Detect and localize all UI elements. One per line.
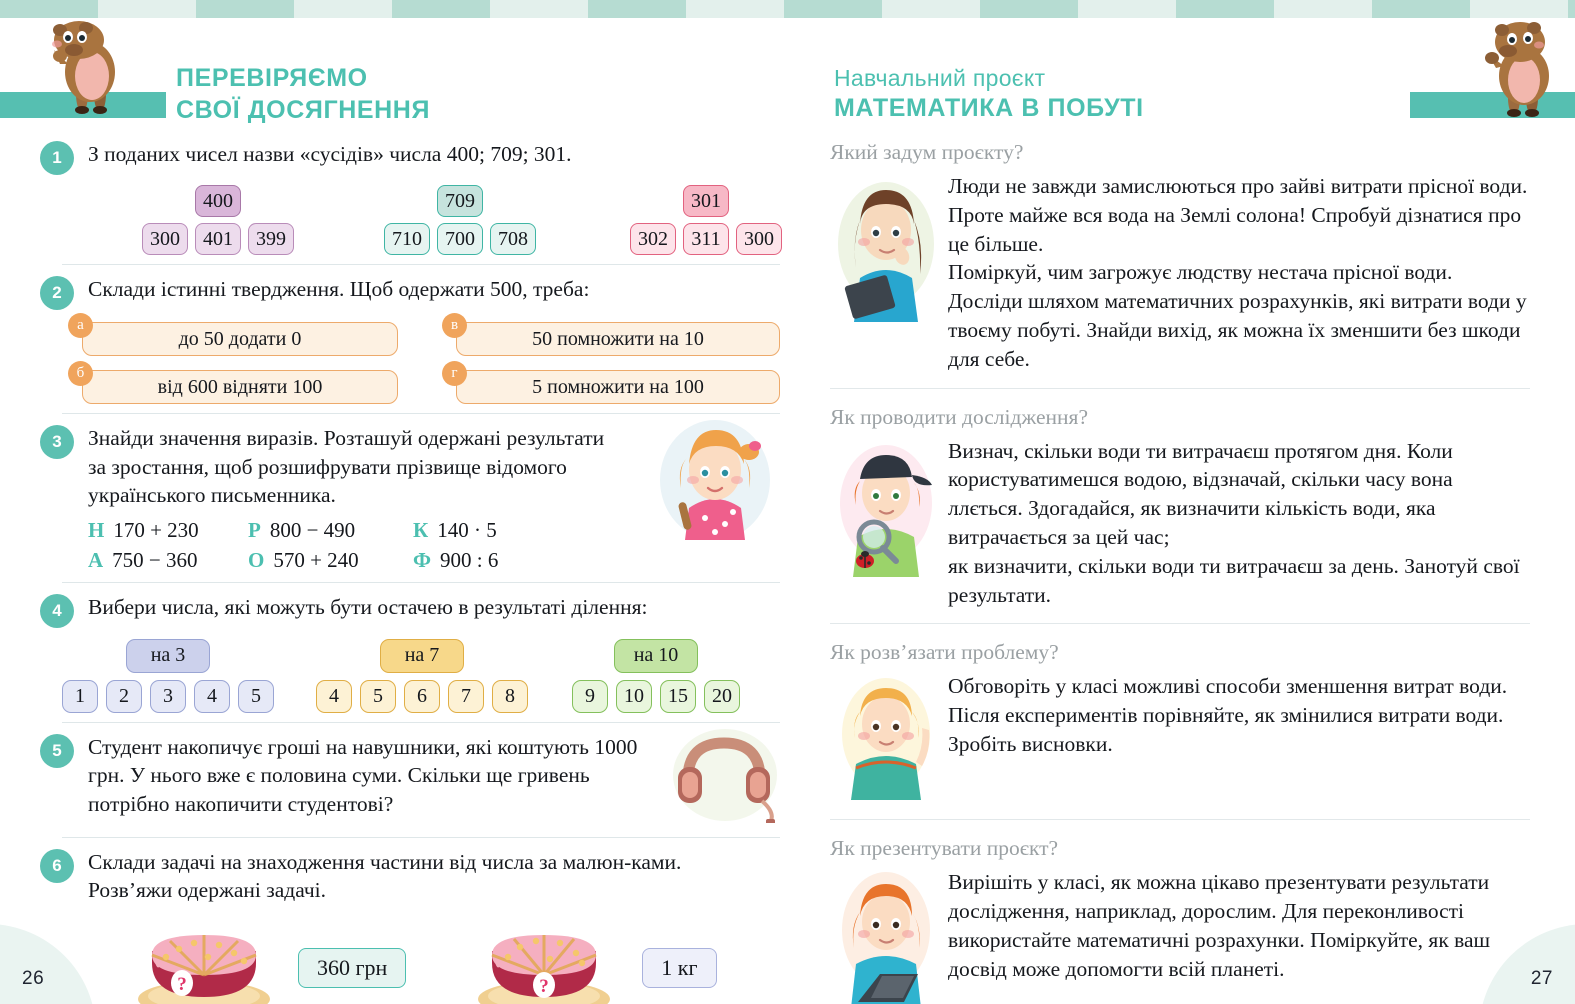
band-stripe [490,0,588,18]
option-b[interactable] [68,365,398,404]
heading-line-1: ПЕРЕВІРЯЄМО [176,64,368,92]
expression-body: 800 − 490 [269,517,356,542]
right-page-heading [834,64,1144,124]
section-divider [830,388,1530,389]
remainder-chip[interactable]: 9 [572,680,608,713]
section-title: Який задум проєкту? [830,140,1024,164]
section-text [948,172,1530,374]
band-stripe [686,0,784,18]
expression-item [413,518,639,543]
divisor-label[interactable]: на 10 [614,639,698,673]
chip-option[interactable]: 399 [248,223,294,255]
option-label: 5 помножити на 100 [456,370,780,404]
task-number-badge: 6 [40,849,74,883]
divisor-group-3 [62,639,274,713]
task-4 [40,593,780,723]
boy-pointing-icon [830,672,948,805]
expression-body: 900 : 6 [440,547,499,572]
expression-letter: Р [248,517,261,542]
remainder-chip[interactable]: 7 [448,680,484,713]
expression-body: 570 + 240 [273,547,359,572]
task-number-badge: 3 [40,425,74,459]
expression-item [248,548,413,573]
chip-option[interactable]: 710 [384,223,430,255]
girl-with-pencil-icon [645,410,780,545]
section-text [948,868,1530,983]
divisor-label[interactable]: на 7 [380,639,464,673]
heading-title: МАТЕМАТИКА В ПОБУТІ [834,93,1144,122]
section-title: Як розв’язати проблему? [830,640,1059,665]
section-divider [62,264,780,265]
section-divider [830,623,1530,624]
remainder-chip[interactable]: 15 [660,680,696,713]
band-stripe [0,0,98,18]
cake-icon [464,911,624,1004]
chip-option[interactable]: 311 [683,223,729,255]
project-section-presentation [830,836,1530,1004]
cake-icon [124,911,284,1004]
heading-subtitle: Навчальний проєкт [834,65,1046,91]
divisor-group-7 [316,639,528,713]
band-stripe [1372,0,1470,18]
section-text [948,437,1530,610]
paragraph: Обговоріть у класі можливі способи зменшення витрат води. [948,674,1508,699]
task-prompt: Склади задачі на знаходження частини від числа за малюн-ками. Розв’яжи одержані задачі. [88,849,682,903]
chip-target[interactable]: 709 [437,185,483,217]
left-page-heading [176,62,430,126]
expression-item [413,548,639,573]
task-2-options [68,317,780,404]
heading-line-2: СВОЇ ДОСЯГНЕННЯ [176,96,431,124]
remainder-chip[interactable]: 4 [194,680,230,713]
expression-body: 170 + 230 [113,517,199,542]
divisor-label[interactable]: на 3 [126,639,210,673]
band-stripe [1078,0,1176,18]
band-stripe [392,0,490,18]
chip-option[interactable]: 300 [142,223,188,255]
expression-letter: А [88,547,104,572]
band-stripe [882,0,980,18]
expression-letter: О [248,547,265,572]
task-1-chip-groups [62,185,780,255]
remainder-chip[interactable]: 10 [616,680,652,713]
band-stripe [1568,0,1575,18]
task-number-badge: 5 [40,734,74,768]
paragraph: Після експериментів порівняйте, як змінилися витрати води. Зробіть висновки. [948,703,1504,756]
project-section-idea [830,140,1530,389]
chip-option[interactable]: 700 [437,223,483,255]
chip-group-301 [630,185,782,255]
paragraph: Вирішіть у класі, як можна цікаво презентувати результати дослідження, наприклад, дорослим. Для переконливості використайте математичні розрахунки. Поміркуйте, як ваш досвід може допомогти всій планеті. [948,870,1491,981]
top-decorative-band [0,0,1575,18]
section-divider [830,819,1530,820]
task-2 [40,275,780,414]
band-stripe [1470,0,1568,18]
option-v[interactable] [442,317,780,356]
remainder-chip[interactable]: 4 [316,680,352,713]
chip-group-400 [142,185,294,255]
page-number-left: 26 [22,968,45,989]
capybara-icon [24,20,144,125]
expression-letter: К [413,517,429,542]
task-number-badge: 1 [40,141,74,175]
remainder-chip[interactable]: 1 [62,680,98,713]
option-letter-badge: в [442,313,467,338]
figure-label: 360 грн [298,948,406,988]
task-3-expressions [88,518,639,573]
task-6 [40,848,780,1004]
section-divider [62,582,780,583]
capybara-icon [1462,18,1568,125]
task-prompt: Студент накопичує гроші на навушники, які коштують 1000 грн. У нього вже є половина суми. Скільки ще гривень потрібно накопичити студентові? [88,734,638,816]
task-3 [40,424,780,583]
girl-thinking-icon [830,172,948,327]
chip-option[interactable]: 302 [630,223,676,255]
task-6-figures [124,911,780,1004]
band-stripe [588,0,686,18]
expression-body: 750 − 360 [112,547,198,572]
project-section-solution [830,640,1530,820]
girl-laptop-icon [830,868,948,1004]
paragraph: Люди не завжди замислюються про зайві витрати прісної води. Проте майже вся вода на Землі солона! Спробуй дізнатися про це більше. [948,174,1528,256]
remainder-chip[interactable]: 8 [492,680,528,713]
expression-item [88,548,248,573]
task-number-badge: 4 [40,594,74,628]
section-title: Як проводити дослідження? [830,404,1088,429]
task-5 [40,733,780,838]
chip-option[interactable]: 401 [195,223,241,255]
band-stripe [294,0,392,18]
chip-target[interactable]: 301 [683,185,729,217]
option-h[interactable] [442,365,780,404]
expression-item [248,518,413,543]
section-title: Як презентувати проєкт? [830,836,1059,861]
option-label: до 50 додати 0 [82,322,398,356]
chip-option[interactable]: 708 [490,223,536,255]
remainder-chip[interactable]: 6 [404,680,440,713]
section-divider [62,722,780,723]
option-letter-badge: г [442,361,467,386]
paragraph: Поміркуй, чим загрожує людству нестача прісної води. Досліди шляхом математичних розрахунків, які витрати води у твоєму побуті. Знайди вихід, як можна їх зменшити без шкоди для себе. [948,260,1527,371]
band-stripe [98,0,196,18]
divisor-group-10 [572,639,740,713]
chip-option[interactable]: 300 [736,223,782,255]
svg-text:?: ? [539,975,550,997]
project-section-research [830,405,1530,625]
remainder-chip[interactable]: 5 [238,680,274,713]
task-prompt: Вибери числа, які можуть бути остачею в результаті ділення: [88,594,648,619]
boy-magnifier-icon [830,437,948,582]
option-letter-badge: а [68,313,93,338]
remainder-chip[interactable]: 2 [106,680,142,713]
task-number-badge: 2 [40,276,74,310]
paragraph: Визнач, скільки води ти витрачаєш протягом дня. Коли користуватимешся водою, відзначай, скільки часу вона ллється. Здогадайся, як визначити кількість води, яка витрачається за цей час; [948,438,1453,549]
band-stripe [784,0,882,18]
option-label: від 600 відняти 100 [82,370,398,404]
paragraph: як визначити, скільки води ти витрачаєш за день. Занотуй свої результати. [948,553,1520,607]
chip-group-709 [384,185,536,255]
expression-body: 140 · 5 [437,517,497,542]
band-stripe [980,0,1078,18]
remainder-chip[interactable]: 20 [704,680,740,713]
section-divider [62,837,780,838]
right-page-content [830,140,1530,1004]
task-prompt: З поданих чисел назви «сусідів» числа 400; 709; 301. [88,142,572,166]
option-label: 50 помножити на 10 [456,322,780,356]
band-stripe [196,0,294,18]
task-4-groups [62,639,780,713]
headphones-icon [670,727,780,828]
remainder-chip[interactable]: 5 [360,680,396,713]
chip-target[interactable]: 400 [195,185,241,217]
figure-label: 1 кг [642,948,716,988]
option-letter-badge: б [68,361,93,386]
task-prompt: Знайди значення виразів. Розташуй одержані результати за зростання, щоб розшифрувати прізвище відомого українського письменника. [88,426,605,508]
band-stripe [1176,0,1274,18]
task-1 [40,140,780,265]
option-a[interactable] [68,317,398,356]
page-number-right: 27 [1530,968,1553,989]
section-text [948,672,1530,758]
expression-letter: Ф [413,547,432,572]
task-prompt: Склади істинні твердження. Щоб одержати 500, треба: [88,277,590,301]
left-page-content [40,140,780,1004]
expression-item [88,518,248,543]
band-stripe [1274,0,1372,18]
svg-text:?: ? [177,973,187,995]
expression-letter: Н [88,517,105,542]
remainder-chip[interactable]: 3 [150,680,186,713]
